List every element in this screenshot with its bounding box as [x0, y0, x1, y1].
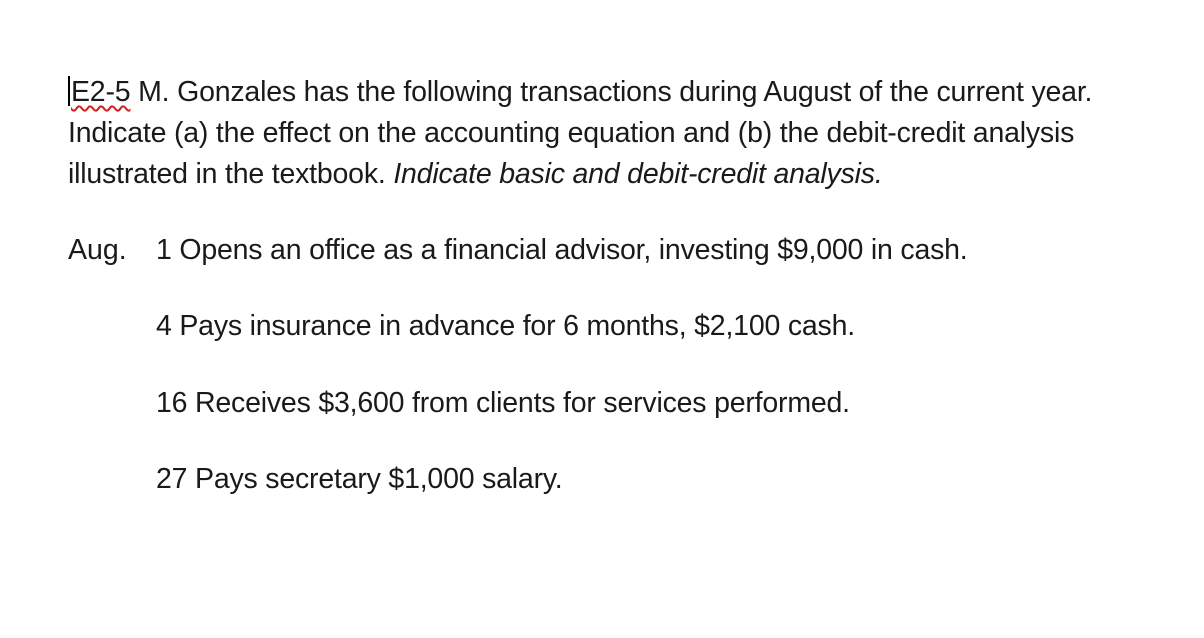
- problem-statement: [68, 72, 1178, 195]
- text-cursor: [68, 76, 70, 106]
- problem-intro-text: M. Gonzales has the following transactions during August of the current year. Indicate (a) the effect on the accounting equation and (b) the debit-credit analysis illustrated in the textbook.: [68, 76, 1093, 190]
- transaction-item: 4 Pays insurance in advance for 6 months, $2,100 cash.: [156, 310, 855, 342]
- transaction-item: 16 Receives $3,600 from clients for services performed.: [156, 387, 850, 419]
- transaction-item: 1 Opens an office as a financial advisor, investing $9,000 in cash.: [156, 234, 968, 266]
- transaction-item: 27 Pays secretary $1,000 salary.: [156, 463, 563, 495]
- problem-code: E2-5: [71, 76, 131, 108]
- transaction-month: Aug.: [68, 234, 127, 266]
- problem-instruction: Indicate basic and debit-credit analysis.: [393, 158, 883, 190]
